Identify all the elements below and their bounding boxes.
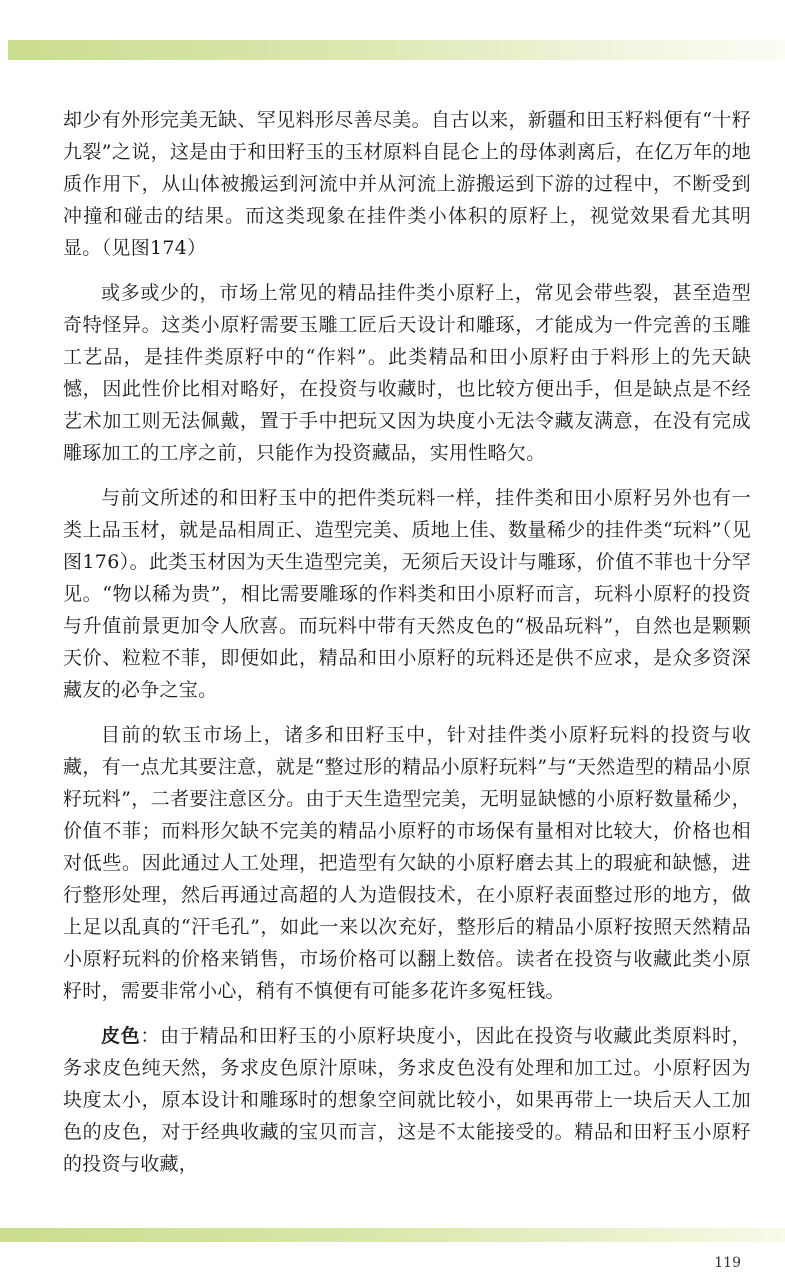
paragraph-5-body: ：由于精品和田籽玉的小原籽块度小，因此在投资与收藏此类原料时，务求皮色纯天然，务求皮色原汁原味，务求皮色没有处理和加工过。小原籽因为块度太小，原本设计和雕琢时的想象空间就比较小，如果再带上一块后天人工加色的皮色，对于经典收藏的宝贝而言，这是不太能接受的。精品和田籽玉小原籽的投资与收藏，: [63, 1025, 751, 1175]
page-number: 119: [714, 1255, 741, 1271]
paragraph-4: 目前的软玉市场上，诸多和田籽玉中，针对挂件类小原籽玩料的投资与收藏，有一点尤其要注意，就是“整过形的精品小原籽玩料”与“天然造型的精品小原籽玩料”，二者要注意区分。由于天生造型完美，无明显缺憾的小原籽数量稀少，价值不菲；而料形欠缺不完美的精品小原籽的市场保有量相对比较大，价格也相对低些。因此通过人工处理，把造型有欠缺的小原籽磨去其上的瑕疵和缺憾，进行整形处理，然后再通过高超的人为造假技术，在小原籽表面整过形的地方，做上足以乱真的“汗毛孔”，如此一来以次充好，整形后的精品小原籽按照天然精品小原籽玩料的价格来销售，市场价格可以翻上数倍。读者在投资与收藏此类小原籽时，需要非常小心，稍有不慎便有可能多花许多冤枉钱。: [63, 724, 751, 1002]
paragraph-2: 或多或少的，市场上常见的精品挂件类小原籽上，常见会带些裂，甚至造型奇特怪异。这类小原籽需要玉雕工匠后天设计和雕琢，才能成为一件完善的玉雕工艺品，是挂件类原籽中的“作料”。此类精品和田小原籽由于料形上的先天缺憾，因此性价比相对略好，在投资与收藏时，也比较方便出手，但是缺点是不经艺术加工则无法佩戴，置于手中把玩又因为块度小无法令藏友满意，在没有完成雕琢加工的工序之前，只能作为投资藏品，实用性略欠。: [63, 282, 751, 464]
paragraph-3: 与前文所述的和田籽玉中的把件类玩料一样，挂件类和田小原籽另外也有一类上品玉材，就是品相周正、造型完美、质地上佳、数量稀少的挂件类“玩料”（见图176）。此类玉材因为天生造型完美，无须后天设计与雕琢，价值不菲也十分罕见。“物以稀为贵”，相比需要雕琢的作料类和田小原籽而言，玩料小原籽的投资与升值前景更加令人欣喜。而玩料中带有天然皮色的“极品玩料”，自然也是颗颗天价、粒粒不菲，即便如此，精品和田小原籽的玩料还是供不应求，是众多资深藏友的必争之宝。: [63, 487, 751, 701]
paragraph-5-term: 皮色: [101, 1025, 141, 1047]
paragraph-1: 却少有外形完美无缺、罕见料形尽善尽美。自古以来，新疆和田玉籽料便有“十籽九裂”之说，这是由于和田籽玉的玉材原料自昆仑上的母体剥离后，在亿万年的地质作用下，从山体被搬运到河流中并从河流上游搬运到下游的过程中，不断受到冲撞和碰击的结果。而这类现象在挂件类小体积的原籽上，视觉效果看尤其明显。（见图174）: [63, 109, 751, 259]
paragraph-5: [63, 1020, 751, 1180]
footer-decorative-band: [0, 1228, 785, 1242]
header-decorative-band: [8, 40, 785, 60]
body-text: [63, 104, 751, 1193]
